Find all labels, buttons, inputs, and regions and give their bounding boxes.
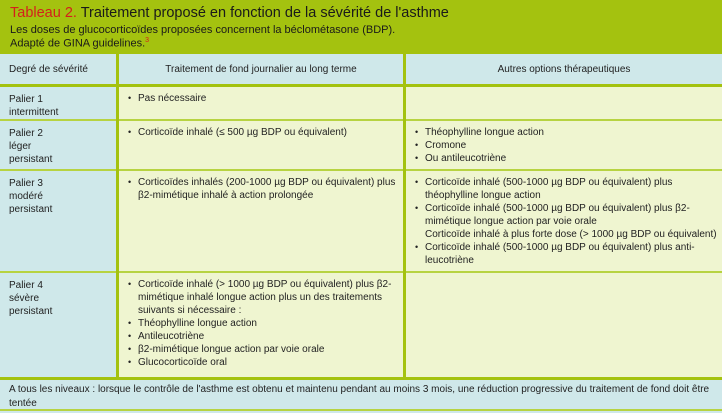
list-item: • β2-mimétique longue action par voie orale [128,343,399,356]
list-item: • Glucocorticoïde oral [128,356,399,369]
column-header-treatment: Traitement de fond journalier au long terme [118,54,405,86]
options-cell [405,170,722,272]
table-row [0,272,722,379]
table-label: Tableau 2. [10,5,77,21]
options-cell [405,86,722,121]
severity-cell [0,86,118,121]
severity-line: léger [9,141,32,152]
options-cell [405,272,722,379]
list-item: • Corticoïdes inhalés (200-1000 µg BDP ou équivalent) plus β2-mimétique inhalé à action prolongée [128,176,399,202]
severity-line: Palier 2 [9,128,43,139]
list-item: • Ou antileucotriène [415,152,718,165]
list-item: • Antileucotriène [128,330,399,343]
treatment-cell [118,120,405,170]
severity-cell [0,272,118,379]
footnote-text: A tous les niveaux : lorsque le contrôle de l'asthme est obtenu et maintenu pendant au moins 3 mois, une réduction progressive du traitement de fond doit être tentée [9,384,710,409]
list-item: Corticoïde inhalé à plus forte dose (> 1000 µg BDP ou équivalent) [425,229,717,240]
list-item: • Cromone [415,139,718,152]
table-row [0,170,722,272]
treatment-list [128,278,399,369]
options-cell [405,120,722,170]
options-list [415,126,718,165]
source-text: Adapté de GINA guidelines. [10,37,146,50]
treatment-list [128,92,399,105]
subtitle-dose-note: Les doses de glucocorticoïdes proposées concernent la béclométasone (BDP). [10,24,396,36]
header-row [0,54,722,86]
reference-superscript: 3 [145,37,150,44]
list-item: • Théophylline longue action [128,317,399,330]
list-item: • Théophylline longue action [415,126,718,139]
severity-line: modéré [9,191,43,202]
treatment-list [128,126,399,139]
list-item: • Corticoïde inhalé (500-1000 µg BDP ou équivalent) plus anti-leucotriène [415,241,718,267]
severity-line: Palier 3 [9,178,43,189]
treatment-cell [118,86,405,121]
severity-line: persistant [9,154,53,165]
list-item: • Corticoïde inhalé (500-1000 µg BDP ou équivalent) plus théophylline longue action [415,176,718,202]
severity-line: Palier 1 [9,94,43,105]
table-title [10,5,449,21]
footnote-box [0,377,722,411]
table-title-text: Traitement proposé en fonction de la sévérité de l'asthme [76,5,449,21]
treatment-cell [118,272,405,379]
list-item: • Corticoïde inhalé (≤ 500 µg BDP ou équivalent) [128,126,399,139]
severity-line: persistant [9,204,53,215]
table-row [0,86,722,121]
severity-cell [0,170,118,272]
list-item: • Pas nécessaire [128,92,399,105]
severity-line: intermittent [9,107,59,118]
treatment-list [128,176,399,202]
severity-treatment-table [0,54,722,380]
options-list [415,176,718,267]
severity-line: sévère [9,293,40,304]
treatment-cell [118,170,405,272]
subtitle-source [10,37,149,50]
list-item: • Corticoïde inhalé (> 1000 µg BDP ou équivalent) plus β2-mimétique inhalé longue action plus un des traitements suivants si nécessaire : [128,278,399,317]
severity-line: persistant [9,306,53,317]
list-item: • Corticoïde inhalé (500-1000 µg BDP ou équivalent) plus β2-mimétique longue action par voie orale [415,202,718,228]
table-row [0,120,722,170]
column-header-options: Autres options thérapeutiques [405,54,722,86]
severity-line: Palier 4 [9,280,43,291]
column-header-severity: Degré de sévérité [0,54,118,86]
title-band [0,0,722,54]
severity-cell [0,120,118,170]
